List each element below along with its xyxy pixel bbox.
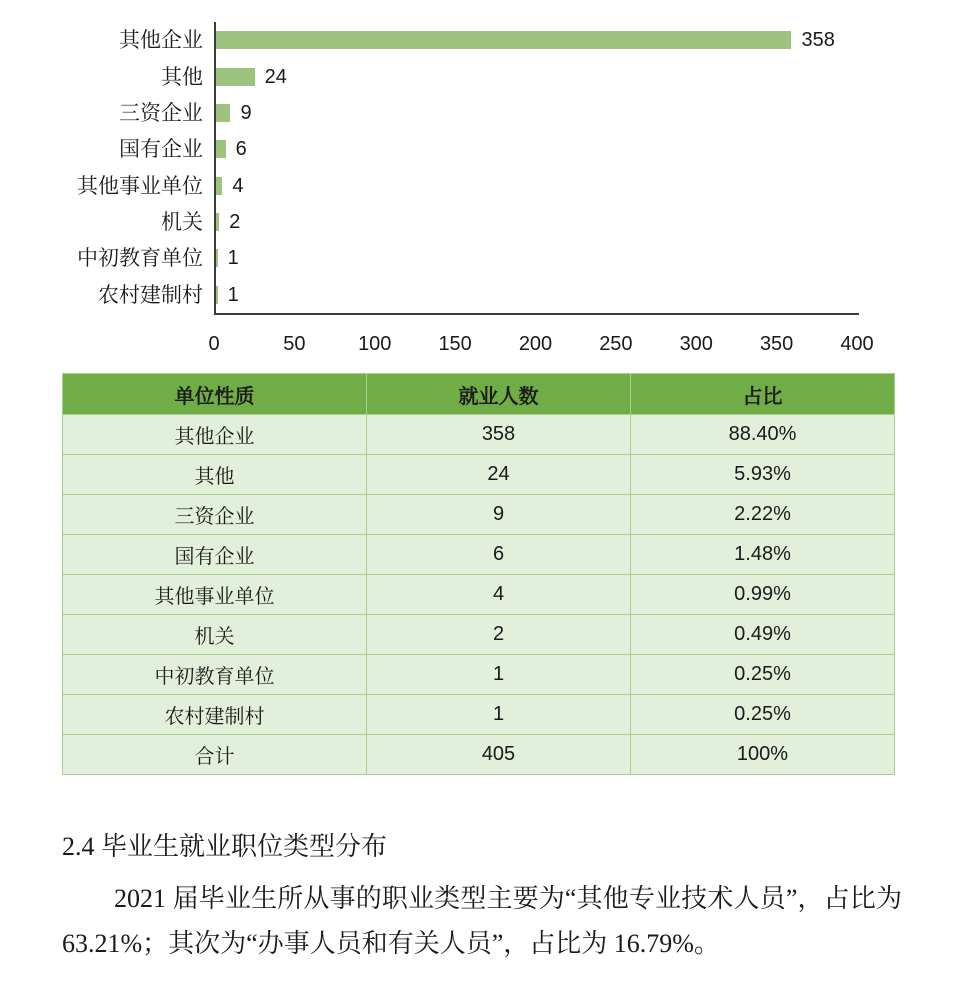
- table-cell-percentage: 88.40%: [631, 415, 895, 455]
- chart-category-label: 其他企业: [119, 28, 203, 53]
- table-row: [63, 735, 895, 775]
- chart-x-axis-tick: 50: [283, 333, 306, 355]
- chart-bar-value: 1: [227, 247, 239, 270]
- table-cell-employed-count: 4: [367, 575, 631, 615]
- table-cell-employed-count: 9: [367, 495, 631, 535]
- table-cell-unit-type: 机关: [63, 615, 367, 655]
- chart-category-label: 农村建制村: [98, 282, 203, 307]
- table-cell-percentage: 2.22%: [631, 495, 895, 535]
- chart-x-axis-tick: 150: [438, 333, 472, 355]
- table-cell-percentage: 0.25%: [631, 655, 895, 695]
- table-header-percentage: 占比: [631, 374, 895, 415]
- table-cell-employed-count: 405: [367, 735, 631, 775]
- chart-category-label: 三资企业: [119, 100, 203, 125]
- table-cell-percentage: 100%: [631, 735, 895, 775]
- table-row: [63, 615, 895, 655]
- chart-bar: [216, 249, 218, 267]
- chart-bar-value: 4: [232, 174, 244, 197]
- table-row: [63, 495, 895, 535]
- chart-bar-value: 24: [264, 65, 287, 88]
- table-cell-unit-type: 三资企业: [63, 495, 367, 535]
- table-cell-unit-type: 国有企业: [63, 535, 367, 575]
- table-cell-employed-count: 1: [367, 655, 631, 695]
- chart-category-label: 中初教育单位: [77, 246, 203, 271]
- table-cell-percentage: 1.48%: [631, 535, 895, 575]
- chart-bar: [216, 31, 791, 49]
- chart-x-axis-tick: 400: [840, 333, 874, 355]
- table-cell-unit-type: 合计: [63, 735, 367, 775]
- employment-table-container: [62, 373, 894, 775]
- chart-bar: [216, 104, 230, 122]
- table-header-unit-type: 单位性质: [63, 374, 367, 415]
- chart-bar-value: 2: [229, 211, 241, 234]
- chart-bar: [216, 286, 218, 304]
- table-cell-employed-count: 2: [367, 615, 631, 655]
- table-cell-unit-type: 农村建制村: [63, 695, 367, 735]
- table-row: [63, 455, 895, 495]
- chart-plot-area: [214, 22, 859, 315]
- table-row: [63, 535, 895, 575]
- employment-bar-chart: [0, 0, 960, 365]
- chart-category-label: 其他事业单位: [77, 173, 203, 198]
- table-cell-employed-count: 24: [367, 455, 631, 495]
- table-cell-unit-type: 其他事业单位: [63, 575, 367, 615]
- table-cell-employed-count: 358: [367, 415, 631, 455]
- section-heading: 2.4 毕业生就业职位类型分布: [62, 832, 388, 861]
- section-paragraph: 2021 届毕业生所从事的职业类型主要为“其他专业技术人员”，占比为 63.21%；其次为“办事人员和有关人员”，占比为 16.79%。: [62, 884, 902, 958]
- table-header-row: [63, 374, 895, 415]
- employment-table: [62, 373, 895, 775]
- table-cell-percentage: 0.99%: [631, 575, 895, 615]
- table-header-employed-count: 就业人数: [367, 374, 631, 415]
- chart-bar-value: 1: [227, 283, 239, 306]
- chart-x-axis-tick: 0: [208, 333, 220, 355]
- chart-bar-value: 358: [801, 29, 835, 52]
- table-row: [63, 695, 895, 735]
- section-2-4: [62, 828, 902, 966]
- table-cell-employed-count: 1: [367, 695, 631, 735]
- table-cell-employed-count: 6: [367, 535, 631, 575]
- chart-x-axis-tick: 350: [759, 333, 794, 355]
- chart-x-axis-tick: 300: [679, 333, 713, 355]
- table-cell-unit-type: 其他: [63, 455, 367, 495]
- chart-category-label: 国有企业: [119, 137, 203, 162]
- chart-bar: [216, 68, 255, 86]
- table-cell-percentage: 0.25%: [631, 695, 895, 735]
- chart-category-label: 机关: [161, 210, 203, 235]
- table-row: [63, 655, 895, 695]
- chart-bar: [216, 213, 219, 231]
- table-row: [63, 575, 895, 615]
- table-row: [63, 415, 895, 455]
- chart-x-axis-tick: 100: [358, 333, 392, 355]
- chart-bar: [216, 140, 226, 158]
- chart-bar-value: 6: [235, 138, 247, 161]
- chart-category-label: 其他: [161, 64, 203, 89]
- table-cell-unit-type: 中初教育单位: [63, 655, 367, 695]
- chart-bar: [216, 177, 222, 195]
- table-cell-unit-type: 其他企业: [63, 415, 367, 455]
- chart-x-axis-tick: 250: [599, 333, 633, 355]
- chart-bar-value: 9: [240, 101, 252, 124]
- table-cell-percentage: 5.93%: [631, 455, 895, 495]
- table-cell-percentage: 0.49%: [631, 615, 895, 655]
- chart-x-axis-tick: 200: [518, 333, 553, 355]
